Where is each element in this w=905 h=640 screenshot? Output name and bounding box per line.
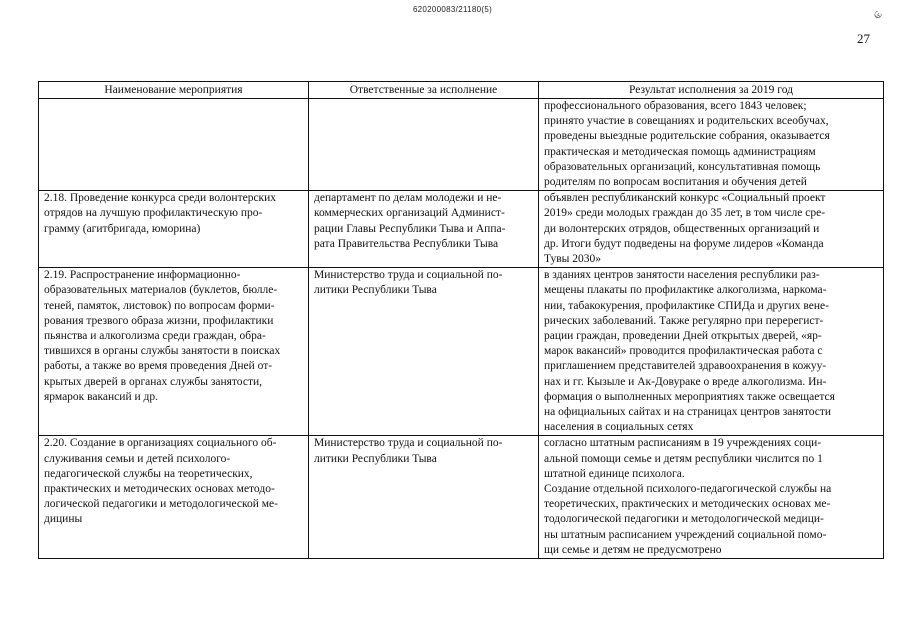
- result-cell: объявлен республиканский конкурс «Социальный проект 2019» среди молодых граждан до 35 лет, в том числе сре- ди волонтерских отрядов, общественных организаций и др. Итоги будут подведены на форуме лидеров «Команда Тувы 2030»: [539, 191, 884, 268]
- responsible-cell: Министерство труда и социальной по- литики Республики Тыва: [309, 268, 539, 436]
- table-header-row: [39, 82, 884, 99]
- column-header-activity: Наименование мероприятия: [39, 82, 309, 99]
- result-cell: профессионального образования, всего 1843 человек; принято участие в совещаниях и родительских всеобучах, проведены выездные родительские собрания, оказывается практическая и методическая помощь администрациям образовательных организаций, консультативная помощь родителям по вопросам воспитания и обучения детей: [539, 99, 884, 191]
- activity-cell: [39, 99, 309, 191]
- report-table: [38, 81, 884, 559]
- activity-cell: 2.20. Создание в организациях социального об- служивания семьи и детей психолого- педагогической службы на теоретических, практических и методических основах методо- логической педагогики и методологической ме- дицины: [39, 436, 309, 559]
- column-header-result: Результат исполнения за 2019 год: [539, 82, 884, 99]
- table-row: [39, 436, 884, 559]
- corner-mark: ₢: [871, 9, 885, 22]
- column-header-responsible: Ответственные за исполнение: [309, 82, 539, 99]
- result-cell: в зданиях центров занятости населения республики раз- мещены плакаты по профилактике алкоголизма, наркома- нии, табакокурения, профилактике СПИДа и других вене- рических заболеваний. Также регулярно при перерегист- рации граждан, проведении Дней открытых дверей, «яр- марок вакансий» проводится профилактическая работа с приглашением представителей здравоохранения в кожуу- нах и гг. Кызыле и Ак-Довураке о вреде алкоголизма. Ин- формация о выполненных мероприятиях также освещается на официальных сайтах и на страницах центров занятости населения в социальных сетях: [539, 268, 884, 436]
- activity-cell: 2.18. Проведение конкурса среди волонтерских отрядов на лучшую профилактическую про- грамму (агитбригада, юморина): [39, 191, 309, 268]
- result-cell: согласно штатным расписаниям в 19 учреждениях соци- альной помощи семье и детям республики числится по 1 штатной единице психолога. Создание отдельной психолого-педагогической службы на теоретических, практических и методических основах ме- тодологической педагогики и методологической медици- ны штатным расписанием учреждений социальной помо- щи семье и детям не предусмотрено: [539, 436, 884, 559]
- page-number: 27: [857, 31, 870, 46]
- document-id: 620200083/21180(5): [412, 5, 493, 14]
- table-row: [39, 268, 884, 436]
- responsible-cell: Министерство труда и социальной по- литики Республики Тыва: [309, 436, 539, 559]
- table-row: [39, 99, 884, 191]
- responsible-cell: [309, 99, 539, 191]
- table-row: [39, 191, 884, 268]
- activity-cell: 2.19. Распространение информационно- образовательных материалов (буклетов, бюлле- теней, памяток, листовок) по вопросам форми- рования трезвого образа жизни, профилактики пьянства и алкоголизма среди граждан, обра- тившихся в органы службы занятости в поисках работы, а также во время проведения Дней от- крытых дверей в органах службы занятости, ярмарок вакансий и др.: [39, 268, 309, 436]
- responsible-cell: департамент по делам молодежи и не- коммерческих организаций Админист- рации Главы Республики Тыва и Аппа- рата Правительства Республики Тыва: [309, 191, 539, 268]
